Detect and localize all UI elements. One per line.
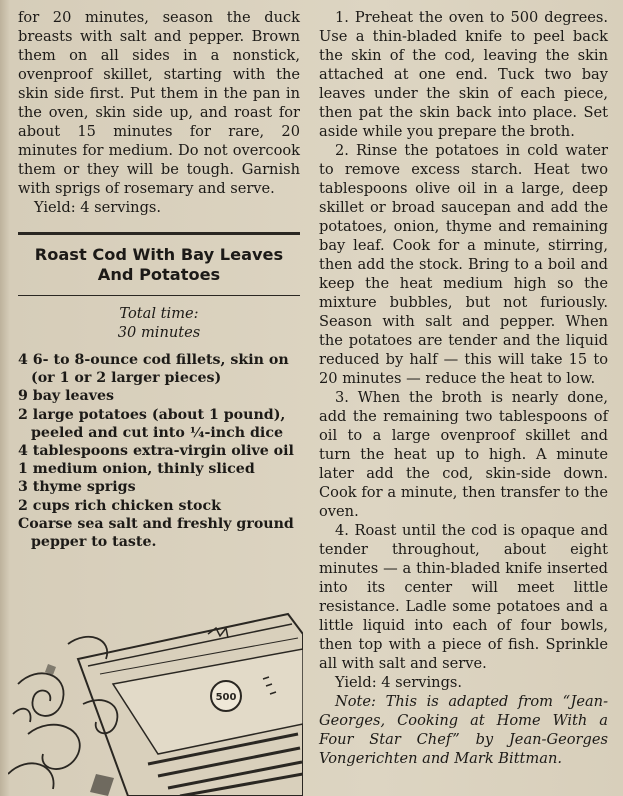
right-column xyxy=(319,8,608,768)
instruction-step: 2. Rinse the potatoes in cold water to remove excess starch. Heat two tablespoons olive oil in a large, deep skillet or broad saucepan and add the potatoes, onion, thyme and remaining bay leaf. Cook for a minute, stirring, then add the stock. Bring to a boil and keep the heat medium high so the mixture bubbles, but not furiously. Season with salt and pepper. When the potatoes are tender and the liquid reduced by half — this will take 15 to 20 minutes — reduce the heat to low. xyxy=(319,142,608,387)
title-divider xyxy=(18,295,300,296)
ingredient-item: Coarse sea salt and freshly ground pepper to taste. xyxy=(18,515,294,551)
total-time xyxy=(18,304,300,342)
instruction-step: 3. When the broth is nearly done, add the remaining two tablespoons of oil to a large ovenproof skillet and turn the heat up to high. A minute later add the cod, skin-side down. Cook for a minute, then transfer to the oven. xyxy=(319,389,608,520)
recipe-title-line-1: Roast Cod With Bay Leaves xyxy=(34,245,284,264)
oven-illustration-icon xyxy=(8,604,303,796)
recipe-yield: Yield: 4 servings. xyxy=(335,674,463,691)
instruction-step: 1. Preheat the oven to 500 degrees. Use a thin-bladed knife to peel back the skin of the cod, leaving the skin attached at one end. Tuck two bay leaves under the skin of each piece, then pat the skin back into place. Set aside while you prepare the broth. xyxy=(319,9,608,140)
ingredient-item: 4 tablespoons extra-virgin olive oil xyxy=(18,443,294,460)
recipe-title-line-2: And Potatoes xyxy=(97,265,221,284)
duck-recipe-yield: Yield: 4 servings. xyxy=(34,199,162,216)
oven-dial-label: 500 xyxy=(215,692,237,703)
total-time-label: Total time: xyxy=(119,305,199,322)
total-time-value: 30 minutes xyxy=(117,324,201,341)
duck-recipe-continuation: for 20 minutes, season the duck breasts with salt and pepper. Brown them on all sides in a nonstick, ovenproof skillet, starting with the skin side first. Put them in the pan in the oven, skin side up, and roast for about 15 minutes for rare, 20 minutes for medium. Do not overcook them or they will be tough. Garnish with sprigs of rosemary and serve. xyxy=(18,9,300,197)
ingredient-item: 9 bay leaves xyxy=(18,388,114,405)
recipe-note: Note: This is adapted from “Jean-Georges, Cooking at Home With a Four Star Chef” by Jean-Georges Vongerichten and Mark Bittman. xyxy=(319,693,608,767)
section-divider xyxy=(18,232,300,235)
ingredient-item: 4 6- to 8-ounce cod fillets, skin on (or 1 or 2 larger pieces) xyxy=(18,352,289,387)
ingredient-list xyxy=(18,351,300,551)
instruction-step: 4. Roast until the cod is opaque and tender throughout, about eight minutes — a thin-bladed knife inserted into its center will meet little resistance. Ladle some potatoes and a little liquid into each of four bowls, then top with a piece of fish. Sprinkle all with salt and serve. xyxy=(319,522,608,672)
ingredient-item: 2 cups rich chicken stock xyxy=(18,497,221,514)
left-column xyxy=(18,8,300,551)
ingredient-item: 3 thyme sprigs xyxy=(18,479,136,496)
ingredient-item: 2 large potatoes (about 1 pound), peeled and cut into ¼-inch dice xyxy=(18,406,286,441)
recipe-title xyxy=(18,245,300,285)
ingredient-item: 1 medium onion, thinly sliced xyxy=(18,461,255,478)
